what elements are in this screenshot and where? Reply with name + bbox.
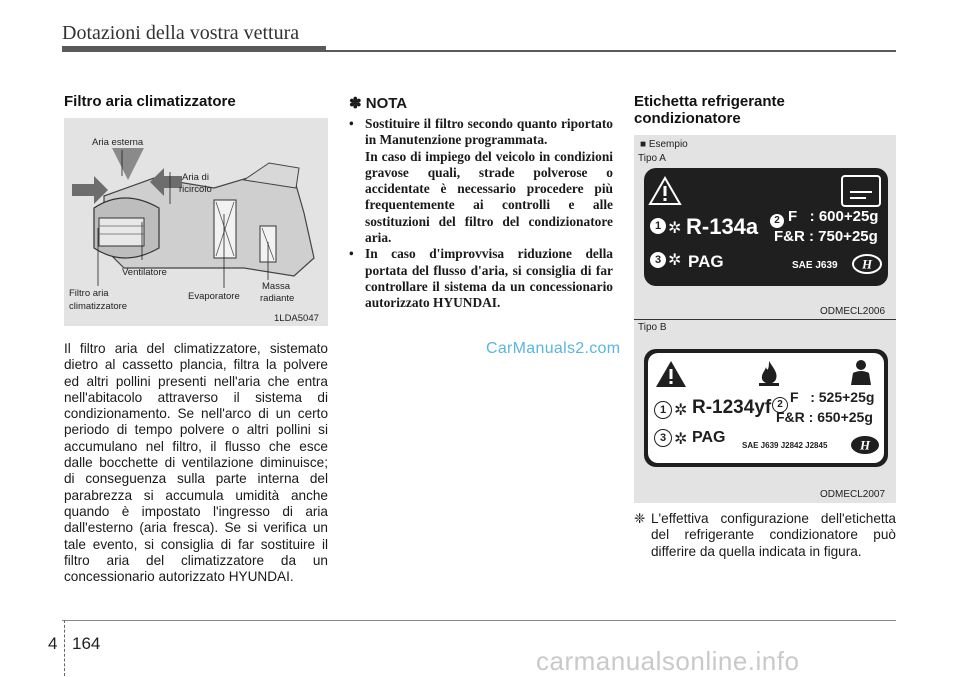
- manual-book-icon: [840, 174, 882, 208]
- badge-1: 1: [650, 218, 666, 234]
- header-rule-thick: [62, 46, 326, 52]
- flammable-icon: [756, 359, 782, 387]
- figure-code-a: ODMECL2006: [820, 306, 886, 317]
- sae-standard-b: SAE J639 J2842 J2845: [742, 441, 828, 450]
- charge-front-rear-b: F&R : 650+25g: [776, 409, 873, 425]
- nota-item-text: In caso di impiego del veicolo in condizioni gravose quali, strade polverose o accidentate è necessario procedere più frequentemente ai controlli e alle sostituzioni del filtro del condizionatore aria.: [365, 148, 613, 246]
- bullet-dot: •: [349, 246, 354, 262]
- nota-title: NOTA: [365, 95, 408, 112]
- badge-3: 3: [650, 252, 666, 268]
- warning-triangle-icon: [654, 359, 688, 389]
- nota-list: [349, 116, 613, 312]
- nota-item: [349, 149, 613, 247]
- nota-item: [349, 116, 613, 149]
- label-climatizzatore: climatizzatore: [69, 301, 128, 312]
- label-massa: Massa: [262, 281, 290, 292]
- nota-item-text: In caso d'improvvisa riduzione della portata del flusso d'aria, si consiglia di far controllare il sistema da un concessionario autorizzato HYUNDAI.: [365, 246, 613, 311]
- charge-front-a: F : 600+25g: [788, 208, 879, 225]
- label-card-a: [644, 168, 888, 286]
- tipo-b-label: Tipo B: [638, 322, 667, 333]
- label-card-b: [644, 349, 888, 467]
- badge-2: 2: [772, 397, 788, 413]
- snowflake-icon: ✲: [674, 402, 688, 419]
- carmanuals-watermark[interactable]: CarManuals2.com: [486, 340, 621, 357]
- note-text: L'effettiva configurazione dell'etichetta del refrigerante condizionatore può differire da quella indicata in figura.: [651, 511, 896, 559]
- figure-divider: [634, 319, 896, 320]
- note-item: [634, 511, 896, 560]
- page-header-title: Dotazioni della vostra vettura: [62, 22, 300, 44]
- warning-triangle-icon: [648, 176, 682, 206]
- svg-text:H: H: [859, 437, 871, 453]
- oil-can-icon: ✲: [674, 431, 688, 448]
- service-technician-icon: [846, 357, 876, 387]
- label-filtro-aria: Filtro aria: [69, 288, 109, 299]
- page-number: 164: [72, 634, 101, 653]
- nota-symbol: ✽: [349, 95, 362, 112]
- refrigerant-labels-figure: [634, 135, 896, 503]
- etichetta-note: [634, 511, 896, 560]
- refrigerant-type-b: R-1234yf: [692, 397, 772, 418]
- label-card-b-inner: [648, 353, 884, 463]
- tipo-a-label: Tipo A: [638, 153, 666, 164]
- oil-type-b: PAG: [692, 429, 726, 446]
- note-symbol: ❈: [634, 511, 646, 526]
- section-heading-filtro: Filtro aria climatizzatore: [64, 93, 236, 110]
- section-heading-etichetta: Etichetta refrigerante: [634, 93, 785, 110]
- nota-item-text: Sostituire il filtro secondo quanto riportato in Manutenzione programmata.: [365, 116, 613, 148]
- filter-diagram: [64, 118, 328, 326]
- nota-item: [349, 246, 613, 311]
- esempio-label: ■ Esempio: [640, 139, 688, 150]
- filtro-body-text: Il filtro aria del climatizzatore, sistemato dietro al cassetto plancia, filtra la polvere ed altri pollini presenti nell'aria che entra nell'abitacolo attraverso il sistema di condizionamento. Se nell'arco di un certo periodo di tempo polvere o altri pollini si accumulano nel filtro, il flusso che esce dalle bocchette di ventilazione diminuisce; di conseguenza sulla parte interna del parabrezza si accumula umidità anche quando è impostato l'ingresso di aria dall'esterno (aria fresca). Se si verifica un tale evento, si consiglia di far sostituire il filtro aria del climatizzatore da un concessionario autorizzato HYUNDAI.: [64, 341, 328, 585]
- sae-standard-a: SAE J639: [792, 260, 838, 271]
- footer-separator: [64, 620, 66, 676]
- snowflake-icon: ✲: [668, 220, 682, 237]
- label-evaporatore: Evaporatore: [188, 291, 240, 302]
- svg-text:H: H: [861, 256, 873, 272]
- charge-front-b: F : 525+25g: [790, 389, 875, 405]
- label-radiante: radiante: [260, 293, 295, 304]
- carmanualsonline-watermark[interactable]: carmanualsonline.info: [536, 646, 800, 676]
- figure-code-1lda: 1LDA5047: [274, 313, 319, 324]
- oil-can-icon: ✲: [668, 252, 682, 269]
- oil-type-a: PAG: [688, 252, 724, 271]
- header-rule-thin: [326, 50, 896, 52]
- badge-2: 2: [770, 214, 784, 228]
- label-ventilatore: Ventilatore: [122, 267, 167, 278]
- nota-heading: [349, 94, 407, 112]
- bullet-dot: •: [349, 116, 354, 131]
- refrigerant-type-a: R-134a: [686, 214, 759, 239]
- label-ricircolo: ricircolo: [179, 184, 212, 195]
- hyundai-logo-icon: [850, 435, 880, 455]
- charge-front-rear-a: F&R : 750+25g: [774, 228, 878, 245]
- label-aria-di: Aria di: [182, 172, 209, 183]
- badge-3: 3: [654, 429, 672, 447]
- footer-rule: [62, 620, 896, 621]
- figure-code-b: ODMECL2007: [820, 489, 886, 500]
- chapter-number: 4: [48, 634, 58, 653]
- badge-1: 1: [654, 401, 672, 419]
- label-aria-esterna: Aria esterna: [92, 137, 144, 148]
- section-heading-condizionatore: condizionatore: [634, 110, 741, 127]
- hyundai-logo-icon: [852, 254, 882, 274]
